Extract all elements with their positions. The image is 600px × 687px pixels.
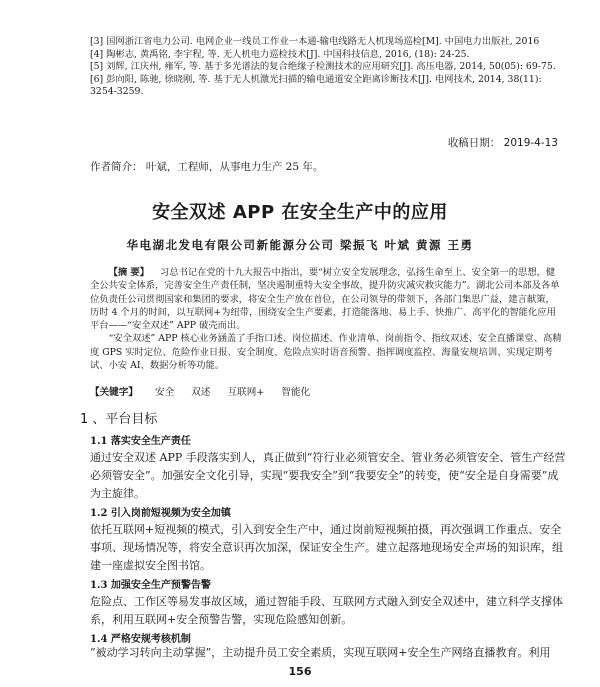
author-info: 作者简介： 叶斌，工程师，从事电力生产 25 年。 bbox=[90, 161, 324, 173]
keyword: 安全 bbox=[155, 387, 175, 398]
keyword: 互联网+ bbox=[227, 387, 265, 398]
keyword: 智能化 bbox=[281, 387, 311, 398]
article-title: 安全双述 APP 在安全生产中的应用 bbox=[152, 202, 448, 223]
reference-item: [3] 国网浙江省电力公司. 电网企业一线员工作业一本通-输电线路无人机现场巡检[M]. 中国电力出版社, 2016 bbox=[90, 36, 540, 47]
reference-item: [5] 刘辉, 江庆州, 雍军, 等. 基于多光谱法的复合绝缘子检测技术的应用研究[J]. 高压电器, 2014, 50(05): 69-75. bbox=[90, 61, 556, 73]
subsection-heading: 1.3 加强安全生产预警告警 bbox=[90, 580, 211, 591]
subsection-heading: 1.1 落实安全生产责任 bbox=[90, 436, 191, 447]
abstract-text-2: “安全双述” APP 核心业务涵盖了手指口述、岗位描述、作业清单、岗前指令、指纹双述、安全直播课堂、高精度 GPS 实时定位、危险作业日报、安全制度、危险点实时语音预警、指挥调度监控、海量安规培训、实现定期考试、小安 AI、数据分析等功能。 bbox=[90, 333, 562, 372]
body-paragraph: 通过安全双述 APP 手段落实到人，真正做到“符行业必须管安全、管业务必须管安全、管生产经营必须管安全”。加强安全文化引导，实现“要我安全”到“我要安全”的转变，使“安全是自身需要”成为主旋律。 bbox=[90, 451, 566, 500]
abstract-label: 【摘 要】 bbox=[108, 267, 150, 278]
author-byline: 华电湖北发电有限公司新能源分公司 梁振飞 叶斌 黄源 王勇 bbox=[126, 238, 474, 252]
body-paragraph: 危险点、工作区等易发事故区域，通过智能手段、互联网方式融入到安全双述中，建立科学支撑体系，利用互联网+安全预警告警，实现危险感知创新。 bbox=[90, 595, 563, 626]
abstract bbox=[90, 266, 562, 372]
references-list bbox=[90, 36, 560, 99]
body-paragraph: 依托互联网+短视频的模式，引入到安全生产中，通过岗前短视频拍摄，再次强调工作重点、安全事项、现场情况等，将安全意识再次加深，保证安全生产。建立起落地现场安全声场的知识库，组建一座虚拟安全图书馆。 bbox=[90, 523, 563, 572]
subsection-heading: 1.4 严格安规考核机制 bbox=[90, 634, 191, 645]
keyword: 双述 bbox=[191, 387, 211, 398]
body-paragraph: “被动学习转向主动掌握”，主动提升员工安全素质，实现互联网+安全生产网络直播教育。利用 bbox=[90, 646, 551, 659]
page-number: 156 bbox=[288, 665, 312, 678]
keywords bbox=[90, 384, 324, 398]
keywords-label: 【关键字】 bbox=[90, 387, 138, 398]
reference-item: [4] 陶彬志, 黄禹铭, 李宇程, 等. 无人机电力巡检技术[J]. 中国科技信息, 2016, (18): 24-25. bbox=[90, 48, 470, 60]
subsection-heading: 1.2 引入岗前短视频为安全加镇 bbox=[90, 508, 231, 519]
received-date: 收稿日期： 2019-4-13 bbox=[447, 137, 558, 149]
section-heading: 1 、平台目标 bbox=[80, 412, 158, 427]
reference-item: [6] 彭向阳, 陈驰, 徐晓刚, 等. 基于无人机激光扫描的输电通道安全距离诊断技术[J]. 电网技术, 2014, 38(11): 3254-3259. bbox=[90, 73, 542, 98]
abstract-text: 习总书记在党的十九大报告中指出，要“树立安全发展理念，弘扬生命至上、安全第一的思想，健全公共安全体系，完善安全生产责任制，坚决遏制重特大安全事故，提升防灾减灾救灾能力”。湖北公司本部及各单位负责任公司贯彻国家和集团的要求，将安全生产放在首位，在公司领导的带领下，各部门集思广益，建言献策，历时 4 个月的时间，以互联网+为纽带，围绕安全生产要素，打造能落地、易上手、快推广、高平化的智能化应用平台——“安全双述” APP 破壳而出。 bbox=[90, 267, 560, 332]
